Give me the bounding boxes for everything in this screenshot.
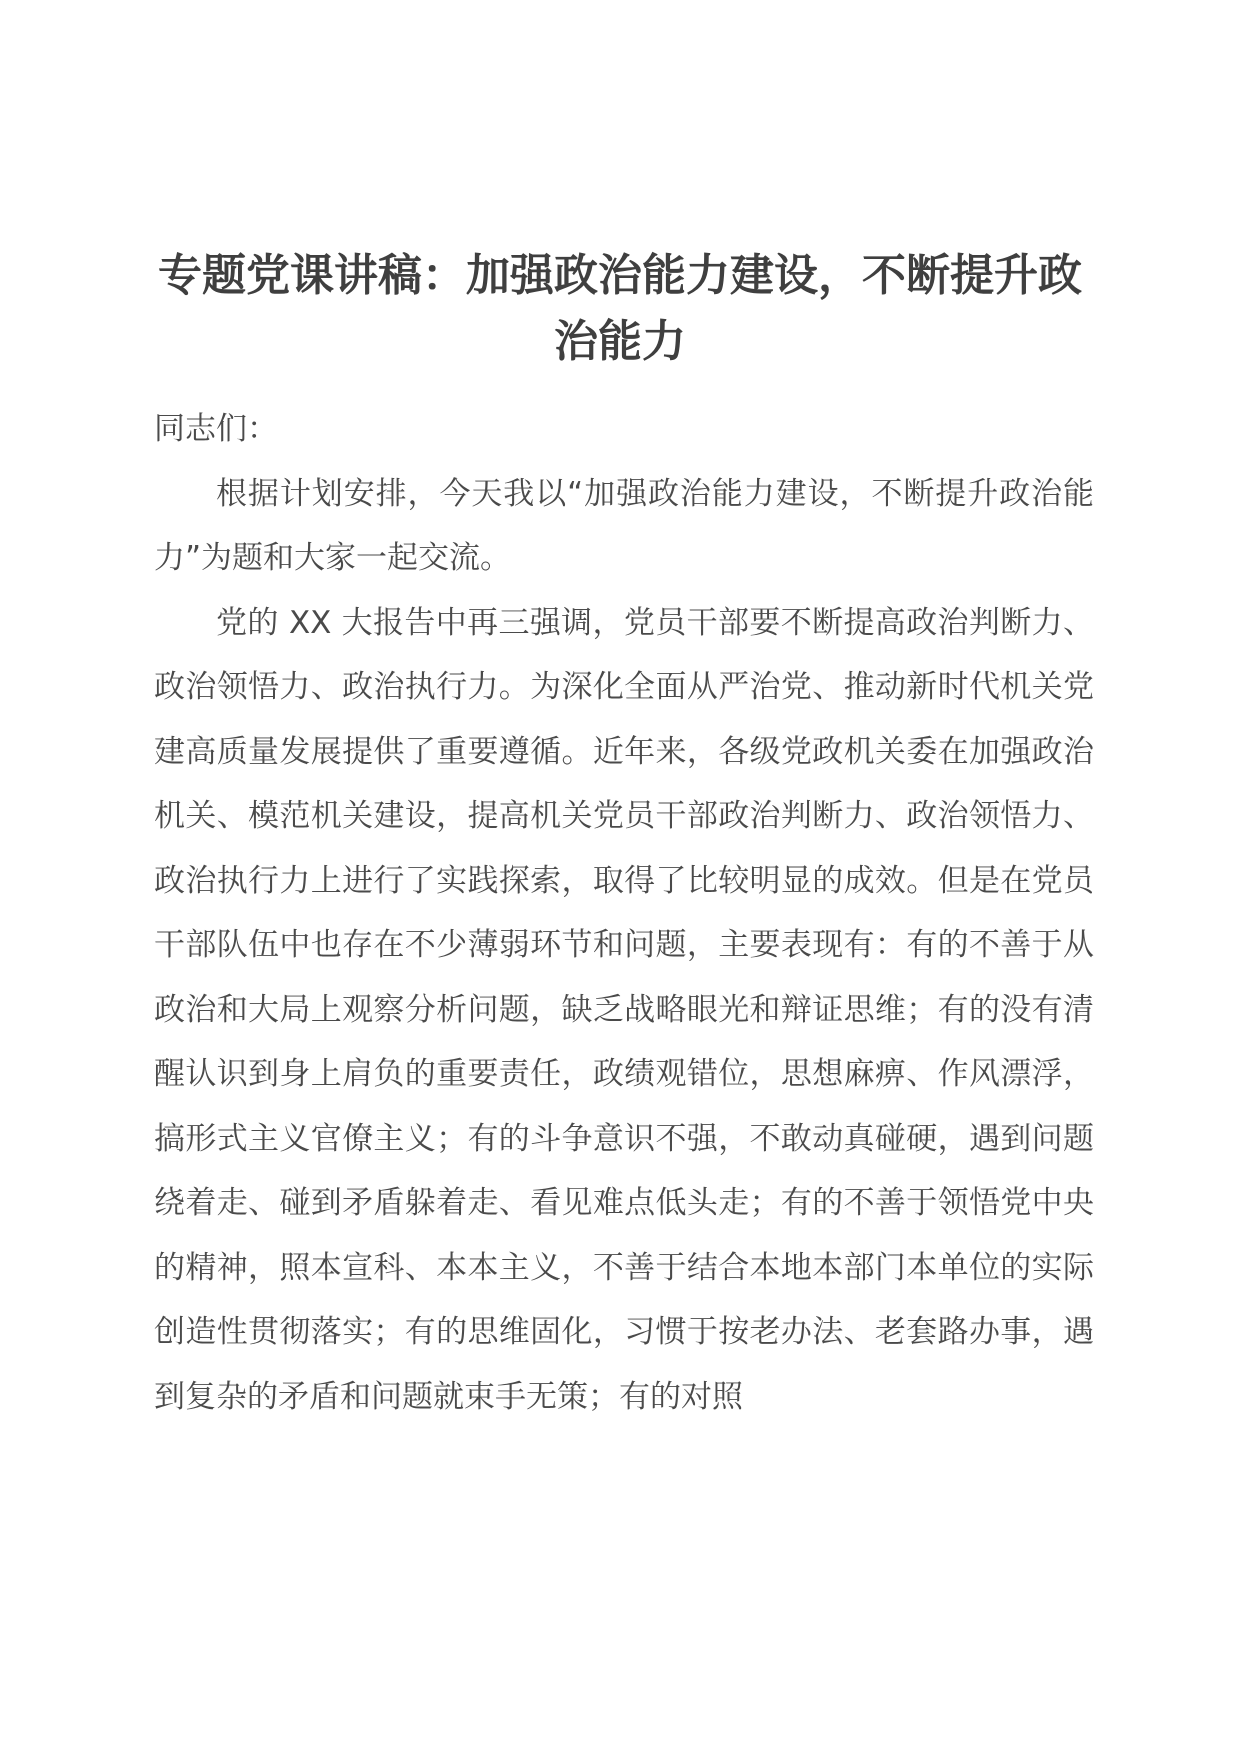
paragraph: 党的 XX 大报告中再三强调，党员干部要不断提高政治判断力、政治领悟力、政治执行力。为深化全面从严治党、推动新时代机关党建高质量发展提供了重要遵循。近年来，各级党政机关委在加强政治机关、模范机关建设，提高机关党员干部政治判断力、政治领悟力、政治执行力上进行了实践探索，取得了比较明显的成效。但是在党员干部队伍中也存在不少薄弱环节和问题，主要表现有：有的不善于从政治和大局上观察分析问题，缺乏战略眼光和辩证思维；有的没有清醒认识到身上肩负的重要责任，政绩观错位，思想麻痹、作风漂浮，搞形式主义官僚主义；有的斗争意识不强，不敢动真碰硬，遇到问题绕着走、碰到矛盾躲着走、看见难点低头走；有的不善于领悟党中央的精神，照本宣科、本本主义，不善于结合本地本部门本单位的实际创造性贯彻落实；有的思维固化，习惯于按老办法、老套路办事，遇到复杂的矛盾和问题就束手无策；有的对照 <box>154 604 1094 1415</box>
document-title: 专题党课讲稿：加强政治能力建设，不断提升政治能力 <box>158 250 1082 367</box>
document-body <box>154 397 1094 1429</box>
paragraph: 根据计划安排，今天我以“加强政治能力建设，不断提升政治能力”为题和大家一起交流。 <box>154 475 1094 576</box>
salutation: 同志们： <box>154 411 278 447</box>
